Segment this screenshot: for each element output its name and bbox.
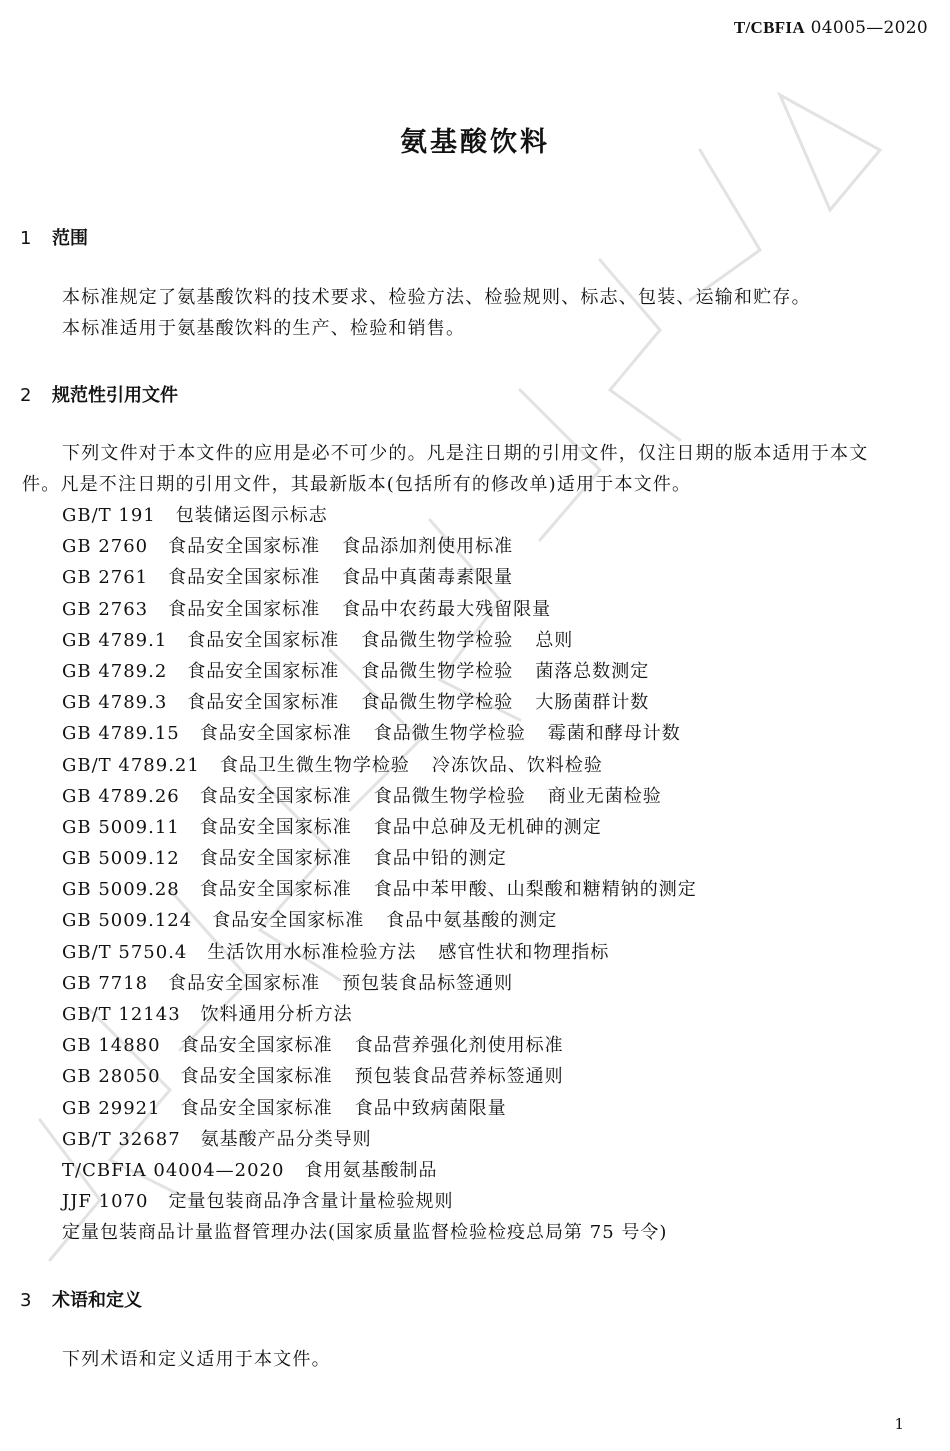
reference-title-part: 食品营养强化剂使用标准 xyxy=(354,1035,564,1057)
section-number: 3 xyxy=(20,1290,32,1311)
page-number: 1 xyxy=(894,1415,904,1433)
reference-item xyxy=(62,843,719,874)
reference-item xyxy=(62,625,719,656)
reference-title-part: 食品微生物学检验 xyxy=(361,692,514,714)
reference-item xyxy=(62,1155,719,1186)
section-heading-normative-references xyxy=(20,381,178,407)
reference-title-part: 包装储运图示标志 xyxy=(175,505,328,526)
reference-code: GB 5009.28 xyxy=(62,879,180,901)
reference-item xyxy=(62,968,719,999)
reference-code: GB 28050 xyxy=(62,1066,161,1088)
reference-code: GB 2761 xyxy=(62,567,149,589)
reference-title-part: 食品安全国家标准 xyxy=(168,972,321,994)
reference-title-part: 食品安全国家标准 xyxy=(168,567,321,589)
paragraph: 本标准规定了氨基酸饮料的技术要求、检验方法、检验规则、标志、包装、运输和贮存。 xyxy=(62,287,811,308)
reference-title-part: 食品中农药最大残留限量 xyxy=(342,598,552,620)
reference-code: GB 4789.15 xyxy=(62,723,180,745)
reference-title-part: 食品安全国家标准 xyxy=(187,660,340,682)
reference-code: GB 29921 xyxy=(62,1097,161,1119)
reference-title-part: 冷冻饮品、饮料检验 xyxy=(431,754,603,776)
reference-title-part: 食品安全国家标准 xyxy=(199,848,352,870)
reference-title-part: 食品微生物学检验 xyxy=(373,723,526,745)
reference-title-part: 食品安全国家标准 xyxy=(199,785,352,807)
reference-code: GB 5009.11 xyxy=(62,816,180,838)
reference-title-part: 食品中铅的测定 xyxy=(373,848,507,870)
reference-code: GB 5009.12 xyxy=(62,848,180,870)
paragraph: 下列文件对于本文件的应用是必不可少的。凡是注日期的引用文件，仅注日期的版本适用于本文 xyxy=(62,443,869,464)
reference-item xyxy=(62,937,719,968)
reference-title-part: 定量包装商品净含量计量检验规则 xyxy=(168,1191,454,1213)
reference-title-part: 食品中苯甲酸、山梨酸和糖精钠的测定 xyxy=(373,879,697,901)
reference-item xyxy=(62,687,719,718)
reference-title-part: 总则 xyxy=(535,629,574,651)
paragraph: 件。凡是不注日期的引用文件，其最新版本(包括所有的修改单)适用于本文件。 xyxy=(22,474,692,495)
reference-title-part: 食品中致病菌限量 xyxy=(354,1097,507,1119)
reference-title-part: 食品安全国家标准 xyxy=(180,1097,333,1119)
reference-title-part: 菌落总数测定 xyxy=(535,660,650,682)
reference-title-part: 食用氨基酸制品 xyxy=(304,1159,438,1181)
reference-title-part: 食品安全国家标准 xyxy=(212,910,365,932)
reference-code: GB 4789.2 xyxy=(62,660,168,682)
reference-title-part: 商业无菌检验 xyxy=(547,785,662,807)
reference-title-part: 食品安全国家标准 xyxy=(180,1035,333,1057)
reference-code: T/CBFIA 04004—2020 xyxy=(62,1159,285,1181)
reference-code: GB/T 5750.4 xyxy=(62,941,188,963)
reference-list xyxy=(62,500,719,1249)
section-title: 规范性引用文件 xyxy=(52,385,178,406)
section-heading-terms-definitions xyxy=(20,1286,142,1312)
document-title: 氨基酸饮料 xyxy=(400,127,550,158)
reference-code: GB 14880 xyxy=(62,1035,161,1057)
reference-title-part: 感官性状和物理指标 xyxy=(438,941,610,963)
reference-title-part: 食品安全国家标准 xyxy=(168,536,321,558)
reference-title-part: 食品卫生微生物学检验 xyxy=(219,754,410,776)
reference-code: GB 4789.26 xyxy=(62,785,180,807)
paragraph: 下列术语和定义适用于本文件。 xyxy=(62,1349,331,1370)
reference-code: GB/T 4789.21 xyxy=(62,754,200,776)
section-number: 1 xyxy=(20,228,32,249)
reference-item xyxy=(62,500,719,531)
reference-title-part: 霉菌和酵母计数 xyxy=(547,723,681,745)
reference-item xyxy=(62,812,719,843)
reference-title-part: 食品微生物学检验 xyxy=(361,629,514,651)
section-title: 范围 xyxy=(52,228,88,249)
reference-title-part: 食品安全国家标准 xyxy=(199,816,352,838)
reference-item xyxy=(62,1030,719,1061)
reference-title-part: 食品微生物学检验 xyxy=(373,785,526,807)
reference-code: GB 4789.3 xyxy=(62,692,168,714)
reference-code: GB/T 12143 xyxy=(62,1004,181,1025)
reference-code: GB/T 191 xyxy=(62,505,156,526)
reference-title-part: 饮料通用分析方法 xyxy=(200,1004,353,1025)
standard-code xyxy=(734,18,928,38)
reference-title-part: 食品微生物学检验 xyxy=(361,660,514,682)
reference-item xyxy=(62,1093,719,1124)
reference-code: GB/T 32687 xyxy=(62,1128,181,1150)
reference-item xyxy=(62,562,719,593)
reference-item xyxy=(62,1124,719,1155)
reference-title-part: 食品安全国家标准 xyxy=(199,879,352,901)
reference-item xyxy=(62,750,719,781)
reference-item xyxy=(62,1061,719,1092)
reference-item xyxy=(62,1217,719,1248)
reference-title-part: 定量包装商品计量监督管理办法(国家质量监督检验检疫总局第 75 号令) xyxy=(62,1222,668,1244)
reference-title-part: 食品中氨基酸的测定 xyxy=(386,910,558,932)
reference-title-part: 氨基酸产品分类导则 xyxy=(200,1128,372,1150)
reference-item xyxy=(62,531,719,562)
reference-item xyxy=(62,594,719,625)
reference-item xyxy=(62,656,719,687)
section-heading-scope xyxy=(20,224,88,250)
paragraph: 本标准适用于氨基酸饮料的生产、检验和销售。 xyxy=(62,318,466,339)
reference-code: GB 2763 xyxy=(62,598,149,620)
reference-item xyxy=(62,781,719,812)
reference-title-part: 大肠菌群计数 xyxy=(535,692,650,714)
reference-item xyxy=(62,999,719,1030)
section-title: 术语和定义 xyxy=(52,1290,142,1311)
section-number: 2 xyxy=(20,385,32,406)
reference-title-part: 食品安全国家标准 xyxy=(187,629,340,651)
reference-title-part: 食品添加剂使用标准 xyxy=(342,536,514,558)
standard-number: 04005—2020 xyxy=(810,18,928,38)
reference-item xyxy=(62,1186,719,1217)
reference-title-part: 生活饮用水标准检验方法 xyxy=(207,941,417,963)
reference-title-part: 预包装食品营养标签通则 xyxy=(354,1066,564,1088)
reference-title-part: 食品中真菌毒素限量 xyxy=(342,567,514,589)
standard-prefix: T/CBFIA xyxy=(733,18,805,37)
reference-title-part: 食品安全国家标准 xyxy=(199,723,352,745)
reference-item xyxy=(62,718,719,749)
reference-title-part: 食品安全国家标准 xyxy=(180,1066,333,1088)
reference-code: GB 7718 xyxy=(62,972,149,994)
reference-code: GB 5009.124 xyxy=(62,910,193,932)
reference-code: GB 2760 xyxy=(62,536,149,558)
reference-title-part: 食品中总砷及无机砷的测定 xyxy=(373,816,602,838)
reference-item xyxy=(62,905,719,936)
reference-code: GB 4789.1 xyxy=(62,629,168,651)
reference-code: JJF 1070 xyxy=(62,1191,149,1213)
reference-title-part: 食品安全国家标准 xyxy=(187,692,340,714)
reference-title-part: 食品安全国家标准 xyxy=(168,598,321,620)
reference-title-part: 预包装食品标签通则 xyxy=(342,972,514,994)
reference-item xyxy=(62,874,719,905)
